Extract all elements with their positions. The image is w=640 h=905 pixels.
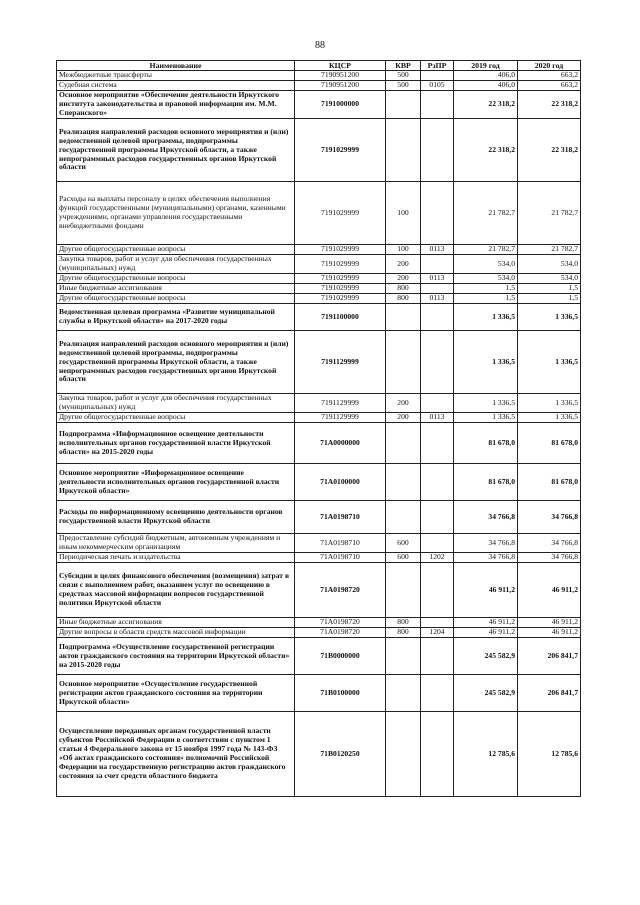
- cell-name: Другие общегосударственные вопросы: [57, 413, 295, 423]
- cell-2019: 21 782,7: [454, 182, 518, 245]
- cell-2019: 81 678,0: [454, 423, 518, 464]
- table-header-row: [57, 61, 581, 71]
- cell-2020: 206 841,7: [518, 638, 581, 675]
- cell-2020: 1 336,5: [518, 304, 581, 331]
- cell-name: Иные бюджетные ассигнования: [57, 618, 295, 628]
- cell-2020: 81 678,0: [518, 464, 581, 501]
- cell-kcsr: 71А0198720: [295, 628, 386, 638]
- cell-rzpr: 0113: [421, 413, 454, 423]
- cell-name: Другие общегосударственные вопросы: [57, 245, 295, 255]
- cell-rzpr: [421, 563, 454, 618]
- cell-2019: 406,0: [454, 81, 518, 91]
- cell-name: Основное мероприятие «Обеспечение деятельности Иркутского института законодательства и правовой информации им. М.М. Сперанского»: [57, 91, 295, 119]
- cell-2019: 22 318,2: [454, 91, 518, 119]
- cell-kvr: 500: [386, 71, 421, 81]
- cell-kcsr: 7191129999: [295, 394, 386, 413]
- cell-kvr: 800: [386, 294, 421, 304]
- cell-2020: 22 318,2: [518, 119, 581, 182]
- cell-rzpr: 1202: [421, 553, 454, 563]
- cell-rzpr: [421, 534, 454, 553]
- cell-rzpr: [421, 304, 454, 331]
- cell-2020: 34 766,8: [518, 553, 581, 563]
- cell-2020: 21 782,7: [518, 182, 581, 245]
- cell-name: Реализация направлений расходов основного мероприятия и (или) ведомственной целевой программы, подпрограммы государственной программы Иркутской области, а также непрограммных расходов государственных органов Иркутской области: [57, 119, 295, 182]
- cell-name: Основное мероприятие «Информационное освещение деятельности исполнительных органов государственной власти Иркутской области»: [57, 464, 295, 501]
- cell-kcsr: 71А0000000: [295, 423, 386, 464]
- cell-rzpr: [421, 255, 454, 274]
- cell-2019: 245 582,9: [454, 638, 518, 675]
- cell-2019: 81 678,0: [454, 464, 518, 501]
- cell-name: Судебная система: [57, 81, 295, 91]
- cell-2020: 34 766,8: [518, 534, 581, 553]
- cell-rzpr: [421, 675, 454, 712]
- cell-name: Закупка товаров, работ и услуг для обеспечения государственных (муниципальных) нужд: [57, 394, 295, 413]
- cell-rzpr: [421, 618, 454, 628]
- cell-2019: 12 785,6: [454, 712, 518, 797]
- table-row: [57, 534, 581, 553]
- cell-kcsr: 7191029999: [295, 255, 386, 274]
- cell-rzpr: 0113: [421, 274, 454, 284]
- cell-2019: 1,5: [454, 294, 518, 304]
- cell-2020: 34 766,8: [518, 501, 581, 534]
- cell-kcsr: 7191029999: [295, 119, 386, 182]
- cell-name: Расходы на выплаты персоналу в целях обеспечения выполнения функций государственными (муниципальными) органами, казенными учреждениями, органами управления государственными внебюджетными фондами: [57, 182, 295, 245]
- cell-kcsr: 71А0198710: [295, 501, 386, 534]
- header-kcsr: КЦСР: [295, 61, 386, 71]
- cell-rzpr: [421, 71, 454, 81]
- cell-rzpr: [421, 284, 454, 294]
- cell-name: Периодическая печать и издательства: [57, 553, 295, 563]
- cell-2020: 1,5: [518, 294, 581, 304]
- cell-kvr: 200: [386, 255, 421, 274]
- cell-kcsr: 71А0198710: [295, 534, 386, 553]
- cell-kcsr: 71А0198720: [295, 618, 386, 628]
- cell-2020: 1 336,5: [518, 413, 581, 423]
- table-row: [57, 563, 581, 618]
- cell-kcsr: 71В0100000: [295, 675, 386, 712]
- cell-rzpr: [421, 638, 454, 675]
- table-row: [57, 638, 581, 675]
- cell-kcsr: 7190951200: [295, 71, 386, 81]
- cell-rzpr: [421, 119, 454, 182]
- cell-rzpr: 0105: [421, 81, 454, 91]
- cell-2019: 46 911,2: [454, 628, 518, 638]
- cell-kvr: [386, 464, 421, 501]
- cell-2019: 406,0: [454, 71, 518, 81]
- cell-kvr: 800: [386, 284, 421, 294]
- table-row: [57, 284, 581, 294]
- cell-name: Другие общегосударственные вопросы: [57, 274, 295, 284]
- cell-2020: 81 678,0: [518, 423, 581, 464]
- cell-2019: 46 911,2: [454, 563, 518, 618]
- cell-kvr: [386, 675, 421, 712]
- cell-2019: 1 336,5: [454, 394, 518, 413]
- cell-2020: 663,2: [518, 81, 581, 91]
- cell-kcsr: 71В0120250: [295, 712, 386, 797]
- cell-name: Предоставление субсидий бюджетным, автономным учреждениям и иным некоммерческим организациям: [57, 534, 295, 553]
- table-row: [57, 413, 581, 423]
- header-rzpr: РзПР: [421, 61, 454, 71]
- cell-name: Другие общегосударственные вопросы: [57, 294, 295, 304]
- cell-name: Расходы по информационному освещению деятельности органов государственной власти Иркутской области: [57, 501, 295, 534]
- cell-kvr: [386, 563, 421, 618]
- table-row: [57, 119, 581, 182]
- cell-2020: 206 841,7: [518, 675, 581, 712]
- header-2019: 2019 год: [454, 61, 518, 71]
- table-row: [57, 675, 581, 712]
- budget-table: [56, 60, 581, 797]
- cell-kvr: [386, 423, 421, 464]
- table-row: [57, 245, 581, 255]
- cell-kvr: 200: [386, 413, 421, 423]
- header-kvr: КВР: [386, 61, 421, 71]
- cell-name: Реализация направлений расходов основного мероприятия и (или) ведомственной целевой программы, подпрограммы государственной программы Иркутской области, а также непрограммных расходов государственных органов Иркутской области: [57, 331, 295, 394]
- table-row: [57, 553, 581, 563]
- cell-2019: 1 336,5: [454, 331, 518, 394]
- cell-kvr: [386, 119, 421, 182]
- cell-2020: 663,2: [518, 71, 581, 81]
- cell-name: Подпрограмма «Информационное освещение деятельности исполнительных органов государственной власти Иркутской области» на 2015-2020 годы: [57, 423, 295, 464]
- cell-kvr: 600: [386, 553, 421, 563]
- cell-kvr: [386, 331, 421, 394]
- cell-2020: 22 318,2: [518, 91, 581, 119]
- cell-2020: 46 911,2: [518, 618, 581, 628]
- page-number: 88: [315, 40, 325, 51]
- cell-kcsr: 71А0198720: [295, 563, 386, 618]
- cell-rzpr: [421, 464, 454, 501]
- table-row: [57, 71, 581, 81]
- cell-kcsr: 71А0198710: [295, 553, 386, 563]
- cell-rzpr: [421, 423, 454, 464]
- cell-rzpr: [421, 712, 454, 797]
- cell-kvr: 600: [386, 534, 421, 553]
- cell-2019: 22 318,2: [454, 119, 518, 182]
- table-row: [57, 331, 581, 394]
- cell-name: Другие вопросы в области средств массовой информации: [57, 628, 295, 638]
- cell-2020: 534,0: [518, 255, 581, 274]
- cell-kcsr: 7191029999: [295, 274, 386, 284]
- cell-kvr: 100: [386, 245, 421, 255]
- cell-rzpr: 0113: [421, 245, 454, 255]
- cell-rzpr: [421, 501, 454, 534]
- cell-kvr: [386, 304, 421, 331]
- cell-name: Межбюджетные трансферты: [57, 71, 295, 81]
- cell-kcsr: 7191100000: [295, 304, 386, 331]
- cell-kcsr: 71В0000000: [295, 638, 386, 675]
- cell-2020: 21 782,7: [518, 245, 581, 255]
- header-name: Наименование: [57, 61, 295, 71]
- cell-name: Иные бюджетные ассигнования: [57, 284, 295, 294]
- cell-rzpr: [421, 91, 454, 119]
- cell-kvr: 100: [386, 182, 421, 245]
- cell-2020: 534,0: [518, 274, 581, 284]
- cell-2019: 1 336,5: [454, 413, 518, 423]
- cell-2019: 34 766,8: [454, 534, 518, 553]
- cell-rzpr: [421, 394, 454, 413]
- cell-2019: 34 766,8: [454, 501, 518, 534]
- table-row: [57, 501, 581, 534]
- cell-kvr: [386, 638, 421, 675]
- table-row: [57, 394, 581, 413]
- cell-rzpr: 1204: [421, 628, 454, 638]
- cell-2019: 1,5: [454, 284, 518, 294]
- table-row: [57, 423, 581, 464]
- cell-kcsr: 7191029999: [295, 245, 386, 255]
- cell-name: Основное мероприятие «Осуществление государственной регистрации актов гражданского состояния на территории Иркутской области»: [57, 675, 295, 712]
- cell-kcsr: 7191029999: [295, 182, 386, 245]
- table-row: [57, 255, 581, 274]
- cell-kvr: 800: [386, 618, 421, 628]
- header-2020: 2020 год: [518, 61, 581, 71]
- table-row: [57, 81, 581, 91]
- table-row: [57, 618, 581, 628]
- cell-rzpr: [421, 331, 454, 394]
- table-row: [57, 294, 581, 304]
- table-row: [57, 91, 581, 119]
- cell-kcsr: 7191000000: [295, 91, 386, 119]
- cell-kvr: [386, 712, 421, 797]
- cell-2020: 46 911,2: [518, 563, 581, 618]
- cell-kvr: [386, 501, 421, 534]
- cell-kvr: 500: [386, 81, 421, 91]
- cell-kvr: 200: [386, 274, 421, 284]
- cell-kvr: 800: [386, 628, 421, 638]
- cell-2020: 1 336,5: [518, 394, 581, 413]
- cell-2019: 534,0: [454, 274, 518, 284]
- cell-name: Подпрограмма «Осуществление государственной регистрации актов гражданского состояния на территории Иркутской области» на 2015-2020 годы: [57, 638, 295, 675]
- table-row: [57, 274, 581, 284]
- cell-kvr: 200: [386, 394, 421, 413]
- cell-2019: 245 582,9: [454, 675, 518, 712]
- cell-name: Ведомственная целевая программа «Развитие муниципальной службы в Иркутской области» на 2017-2020 годы: [57, 304, 295, 331]
- cell-kcsr: 7191129999: [295, 413, 386, 423]
- cell-rzpr: [421, 182, 454, 245]
- cell-name: Осуществление переданных органам государственной власти субъектов Российской Федерации в соответствии с пунктом 1 статьи 4 Федерального закона от 15 ноября 1997 года № 143-ФЗ «Об актах гражданского состояния» полномочий Российской Федерации на государственную регистрацию актов гражданского состояния за счет средств областного бюджета: [57, 712, 295, 797]
- table-row: [57, 712, 581, 797]
- cell-2019: 1 336,5: [454, 304, 518, 331]
- cell-rzpr: 0113: [421, 294, 454, 304]
- cell-name: Закупка товаров, работ и услуг для обеспечения государственных (муниципальных) нужд: [57, 255, 295, 274]
- cell-2020: 1,5: [518, 284, 581, 294]
- table-row: [57, 628, 581, 638]
- cell-name: Субсидии в целях финансового обеспечения (возмещения) затрат в связи с выполнением работ, оказанием услуг по освещению в средствах массовой информации вопросов государственной политики Иркутской области: [57, 563, 295, 618]
- table-row: [57, 304, 581, 331]
- cell-kcsr: 71А0100000: [295, 464, 386, 501]
- cell-kvr: [386, 91, 421, 119]
- cell-kcsr: 7191129999: [295, 331, 386, 394]
- cell-kcsr: 7190951200: [295, 81, 386, 91]
- cell-kcsr: 7191029999: [295, 294, 386, 304]
- cell-2019: 34 766,8: [454, 553, 518, 563]
- cell-kcsr: 7191029999: [295, 284, 386, 294]
- cell-2020: 46 911,2: [518, 628, 581, 638]
- cell-2020: 1 336,5: [518, 331, 581, 394]
- cell-2019: 46 911,2: [454, 618, 518, 628]
- cell-2019: 534,0: [454, 255, 518, 274]
- table-row: [57, 182, 581, 245]
- cell-2020: 12 785,6: [518, 712, 581, 797]
- cell-2019: 21 782,7: [454, 245, 518, 255]
- table-row: [57, 464, 581, 501]
